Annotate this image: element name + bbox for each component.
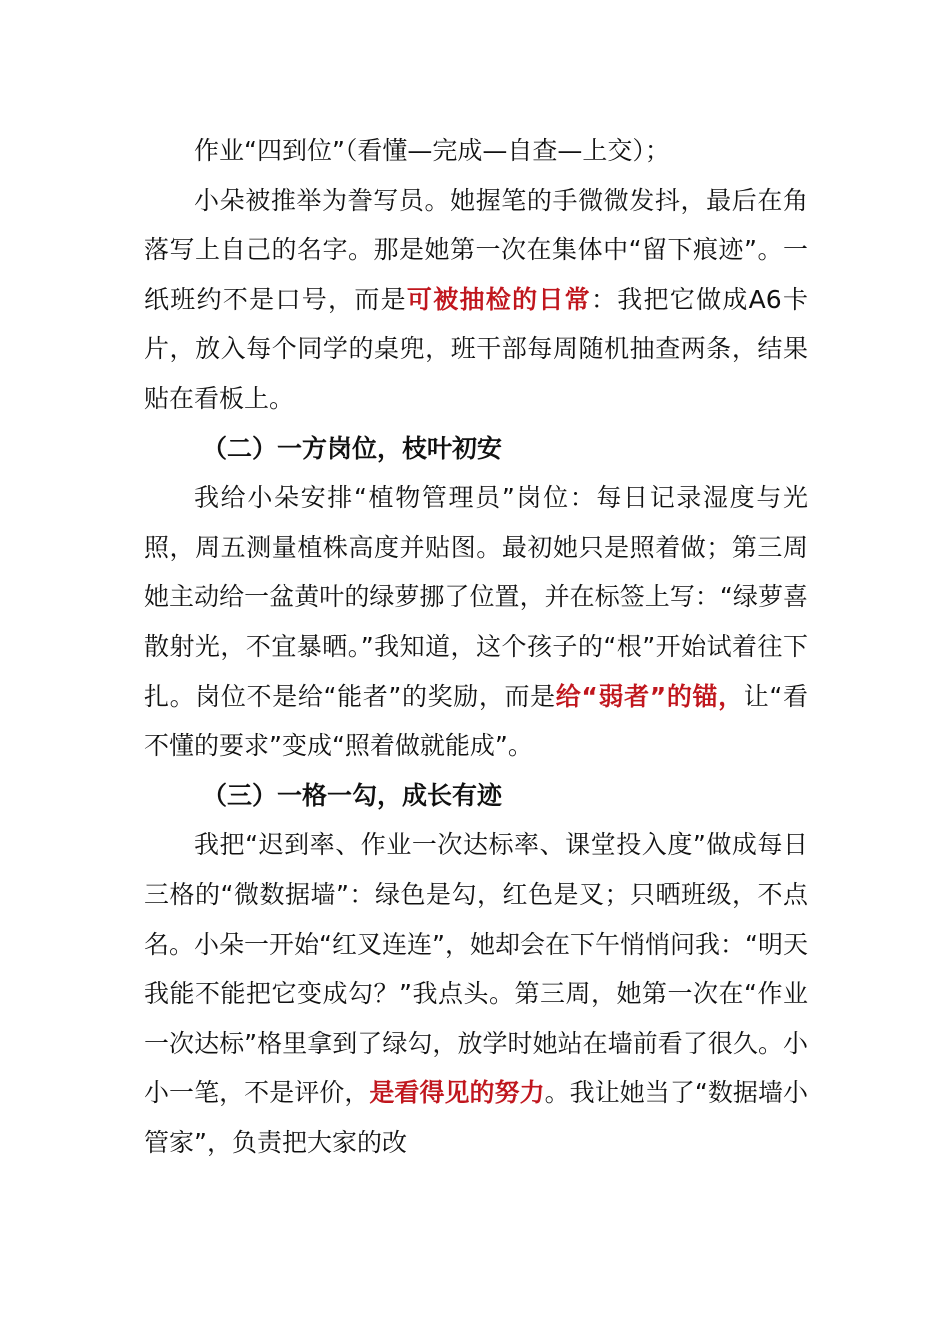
paragraph-data-wall [144, 820, 808, 1167]
highlight-text: 可被抽检的日常 [406, 284, 591, 314]
paragraph-text: 我把“迟到率、作业一次达标率、课堂投入度”做成每日三格的“微数据墙”：绿色是勾，红色是叉；只晒班级，不点名。小朵一开始“红叉连连”，她却会在下午悄悄问我：“明天我能不能把它变成勾？”我点头。第三周，她第一次在“作业一次达标”格里拿到了绿勾，放学时她站在墙前看了很久。小小一笔，不是评价， [144, 830, 808, 1108]
paragraph-text: 。我让她当了“数据墙小管家”，负责把大家的改 [144, 1078, 808, 1157]
paragraph-text: 让“看不懂的要求”变成“照着做就能成”。 [144, 681, 808, 761]
paragraph-text: 作业“四到位”（看懂—完成—自查—上交）； [194, 136, 670, 165]
paragraph-text: 小朵被推举为誊写员。她握笔的手微微发抖，最后在角落写上自己的名字。那是她第一次在集体中“留下痕迹”。一纸班约不是口号，而是 [144, 185, 808, 314]
highlight-text: 给“弱者”的锚， [555, 681, 744, 711]
section-heading-3: （三）一格一勾，成长有迹 [202, 780, 503, 810]
section-heading-2: （二）一方岗位，枝叶初安 [202, 433, 503, 463]
body-text [144, 126, 808, 1167]
paragraph-class-pact [144, 176, 808, 424]
paragraph-homework-rules [144, 126, 808, 176]
highlight-text: 是看得见的努力 [369, 1078, 545, 1108]
paragraph-text: ：我把它做成A6卡片，放入每个同学的桌兜，班干部每周随机抽查两条，结果贴在看板上。 [144, 284, 808, 413]
paragraph-plant-manager [144, 473, 808, 771]
paragraph-text: 我给小朵安排“植物管理员”岗位：每日记录湿度与光照，周五测量植株高度并贴图。最初她只是照着做；第三周她主动给一盆黄叶的绿萝挪了位置，并在标签上写：“绿萝喜散射光，不宜暴晒。”我知道，这个孩子的“根”开始试着往下扎。岗位不是给“能者”的奖励，而是 [144, 483, 808, 711]
